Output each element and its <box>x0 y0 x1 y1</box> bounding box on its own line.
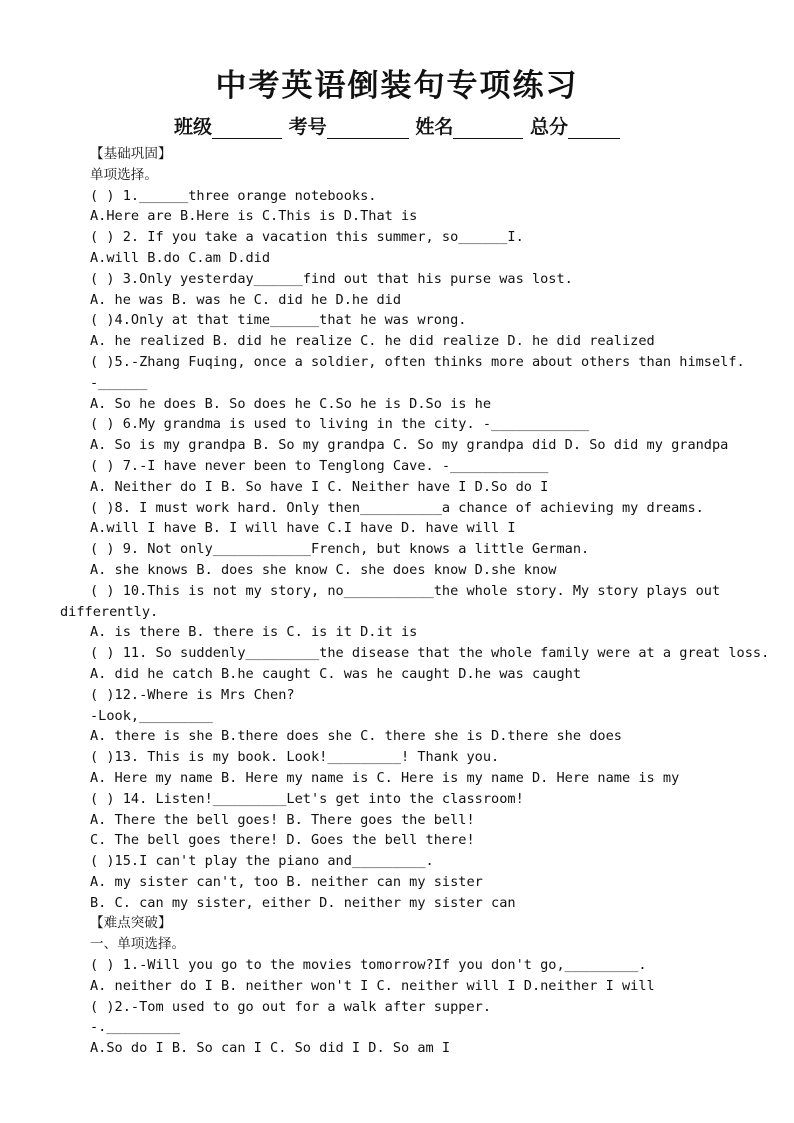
exercise-line: ( )13. This is my book. Look!_________! Thank you. <box>90 749 500 766</box>
exercise-line: A. she knows B. does she know C. she does know D.she know <box>90 561 557 578</box>
exercise-line: ( )4.Only at that time______that he was wrong. <box>90 312 467 329</box>
exercise-line: A. There the bell goes! B. There goes the bell! <box>90 811 475 828</box>
exercise-line: A. Neither do I B. So have I C. Neither have I D.So do I <box>90 478 549 495</box>
exercise-line: ( )8. I must work hard. Only then__________a chance of achieving my dreams. <box>90 499 704 516</box>
exercise-line: A. So he does B. So does he C.So he is D.So is he <box>90 395 492 412</box>
exercise-line: A. neither do I B. neither won't I C. neither will I D.neither I will <box>90 977 655 994</box>
exercise-line: A. he realized B. did he realize C. he did realize D. he did realized <box>90 333 655 350</box>
exercise-line: 【难点突破】 <box>90 915 172 932</box>
exercise-line: A. he was B. was he C. did he D.he did <box>90 291 401 308</box>
exercise-line: A. did he catch B.he caught C. was he caught D.he was caught <box>90 665 582 682</box>
exam-no-blank[interactable] <box>327 120 409 139</box>
exercise-line: -._________ <box>90 1019 181 1036</box>
exercise-line: -______ <box>90 374 148 391</box>
exercise-line: ( ) 6.My grandma is used to living in the city. -____________ <box>90 416 590 433</box>
score-blank[interactable] <box>568 120 620 139</box>
exercise-line: A.Here are B.Here is C.This is D.That is <box>90 208 418 225</box>
exercise-line: ( ) 10.This is not my story, no___________the whole story. My story plays out <box>90 582 721 599</box>
exercise-line: ( ) 3.Only yesterday______find out that his purse was lost. <box>90 270 573 287</box>
exercise-line: ( )2.-Tom used to go out for a walk after supper. <box>90 998 492 1015</box>
class-label: 班级 <box>174 116 213 138</box>
exercise-line: A. is there B. there is C. is it D.it is <box>90 624 418 641</box>
exercise-content <box>60 144 770 1059</box>
exercise-line: 一、单项选择。 <box>90 936 186 953</box>
exercise-line: ( ) 11. So suddenly_________the disease that the whole family were at a great loss. <box>90 645 770 662</box>
exercise-line: ( ) 1.______three orange notebooks. <box>90 187 377 204</box>
exercise-line: -Look,_________ <box>90 707 213 724</box>
exercise-line: A. my sister can't, too B. neither can my sister <box>90 873 483 890</box>
exercise-line: A.will I have B. I will have C.I have D. have will I <box>90 520 516 537</box>
exercise-line: A. there is she B.there does she C. there she is D.there she does <box>90 728 622 745</box>
page-title: 中考英语倒装句专项练习 <box>215 68 579 104</box>
exercise-line: ( ) 1.-Will you go to the movies tomorrow?If you don't go,_________. <box>90 957 647 974</box>
exercise-line: C. The bell goes there! D. Goes the bell there! <box>90 832 475 849</box>
exercise-line: A. Here my name B. Here my name is C. Here is my name D. Here name is my <box>90 769 680 786</box>
exercise-line: ( )15.I can't play the piano and_________. <box>90 853 434 870</box>
exercise-line: A.So do I B. So can I C. So did I D. So am I <box>90 1040 451 1057</box>
exercise-line: ( )12.-Where is Mrs Chen? <box>90 686 295 703</box>
class-blank[interactable] <box>212 120 282 139</box>
exercise-line: ( ) 9. Not only____________French, but knows a little German. <box>90 541 590 558</box>
exercise-line: A.will B.do C.am D.did <box>90 249 271 266</box>
score-label: 总分 <box>529 116 568 138</box>
name-label: 姓名 <box>415 116 454 138</box>
exercise-line: ( ) 7.-I have never been to Tenglong Cave. -____________ <box>90 457 549 474</box>
exercise-line: B. C. can my sister, either D. neither my sister can <box>90 894 516 911</box>
student-info-line <box>0 112 794 139</box>
exercise-line: ( ) 2. If you take a vacation this summer, so______I. <box>90 229 524 246</box>
exercise-line: 【基础巩固】 <box>90 146 172 162</box>
exercise-line: ( ) 14. Listen!_________Let's get into the classroom! <box>90 790 524 807</box>
exercise-line: 单项选择。 <box>90 166 158 183</box>
exercise-line: A. So is my grandpa B. So my grandpa C. So my grandpa did D. So did my grandpa <box>90 437 729 454</box>
exercise-line: ( )5.-Zhang Fuqing, once a soldier, often thinks more about others than himself. <box>90 353 745 370</box>
name-blank[interactable] <box>453 120 523 139</box>
exercise-line: differently. <box>60 603 159 620</box>
exam-no-label: 考号 <box>288 116 327 138</box>
